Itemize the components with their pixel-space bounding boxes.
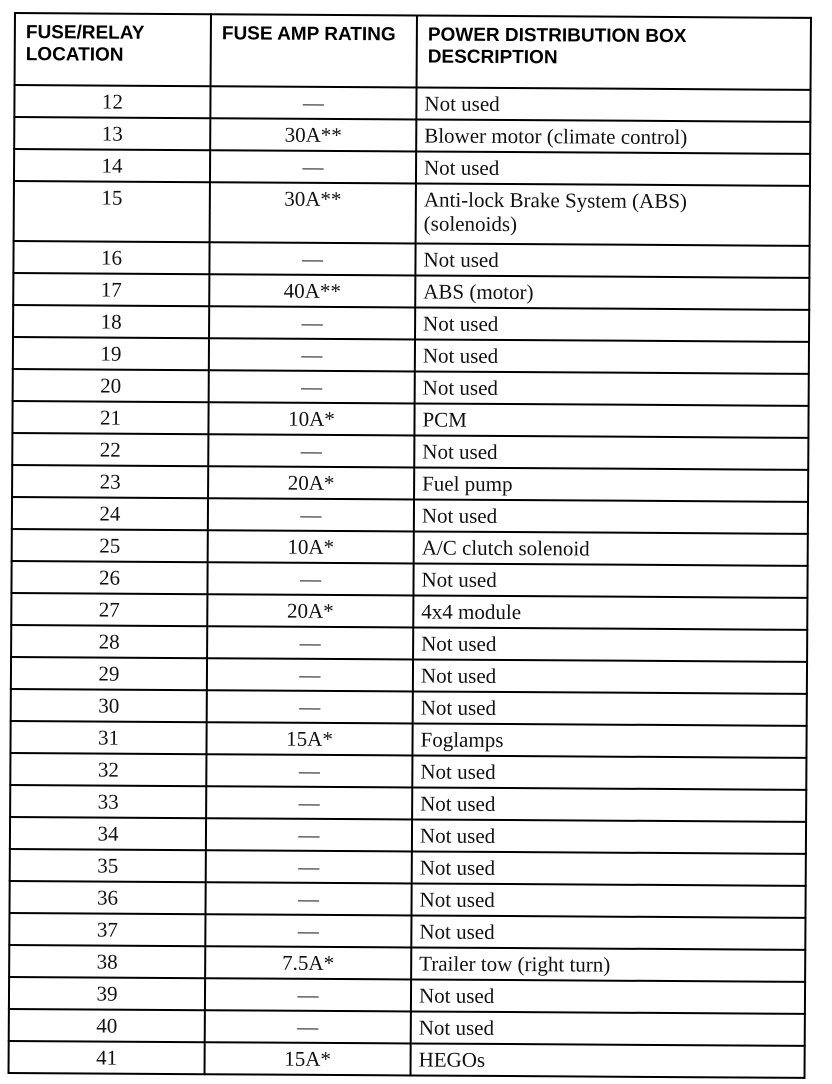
fuse-location-cell: 33: [10, 785, 206, 818]
description-cell: Not used: [414, 499, 808, 533]
fuse-location-cell: 38: [9, 945, 205, 978]
amp-rating-cell: —: [207, 626, 413, 659]
description-cell: Not used: [415, 307, 809, 341]
description-cell: Not used: [413, 563, 807, 597]
amp-rating-cell: 20A*: [208, 466, 414, 499]
fuse-location-cell: 16: [13, 241, 209, 274]
amp-rating-cell: 10A*: [208, 402, 414, 435]
amp-rating-cell: —: [207, 658, 413, 691]
table-row: [13, 273, 809, 310]
description-cell: Not used: [416, 151, 810, 185]
amp-rating-cell: —: [209, 306, 415, 339]
amp-rating-cell: —: [210, 150, 416, 183]
table-row: [14, 149, 810, 186]
amp-rating-cell: —: [208, 434, 414, 467]
amp-rating-cell: 15A*: [205, 1042, 411, 1075]
table-row: [12, 465, 808, 502]
fuse-location-cell: 32: [10, 753, 206, 786]
description-cell: 4x4 module: [413, 595, 807, 629]
amp-rating-cell: —: [206, 850, 412, 883]
fuse-location-cell: 15: [14, 181, 210, 242]
fuse-location-cell: 18: [13, 305, 209, 338]
amp-rating-cell: —: [208, 498, 414, 531]
amp-rating-cell: —: [206, 786, 412, 819]
amp-rating-cell: 10A*: [208, 530, 414, 563]
description-cell: HEGOs: [411, 1043, 805, 1077]
table-row: [12, 529, 808, 566]
table-row: [11, 625, 807, 662]
amp-rating-cell: —: [209, 338, 415, 371]
table-body: [9, 85, 811, 1078]
table-row: [13, 369, 809, 406]
fuse-location-cell: 40: [9, 1009, 205, 1042]
description-cell: Not used: [411, 915, 805, 949]
fuse-location-cell: 35: [10, 849, 206, 882]
document-page: [14, 12, 810, 1074]
fuse-location-cell: 12: [14, 85, 210, 118]
description-cell: Not used: [413, 627, 807, 661]
header-amp-rating: FUSE AMP RATING: [211, 14, 417, 87]
table-row: [12, 433, 808, 470]
table-row: [11, 593, 807, 630]
amp-rating-cell: —: [210, 86, 416, 119]
description-cell: Not used: [412, 755, 806, 789]
description-cell: A/C clutch solenoid: [414, 531, 808, 565]
table-row: [14, 117, 810, 154]
fuse-location-cell: 29: [11, 657, 207, 690]
description-cell: Fuel pump: [414, 467, 808, 501]
amp-rating-cell: —: [205, 1010, 411, 1043]
fuse-location-cell: 26: [11, 561, 207, 594]
amp-rating-cell: 7.5A*: [205, 946, 411, 979]
table-row: [9, 1041, 805, 1078]
fuse-location-cell: 41: [9, 1041, 205, 1074]
table-row: [10, 721, 806, 758]
table-row: [10, 785, 806, 822]
fuse-location-cell: 34: [10, 817, 206, 850]
description-cell: Anti-lock Brake System (ABS) (solenoids): [416, 183, 810, 245]
fuse-location-cell: 30: [11, 689, 207, 722]
table-row: [10, 817, 806, 854]
fuse-location-cell: 13: [14, 117, 210, 150]
header-location: FUSE/RELAY LOCATION: [15, 13, 211, 86]
table-row: [13, 337, 809, 374]
fuse-location-cell: 27: [11, 593, 207, 626]
description-cell: Not used: [411, 883, 805, 917]
description-cell: Blower motor (climate control): [416, 119, 810, 153]
fuse-location-cell: 20: [13, 369, 209, 402]
fuse-location-cell: 31: [10, 721, 206, 754]
description-cell: Not used: [415, 243, 809, 277]
description-cell: Not used: [413, 691, 807, 725]
description-cell: Not used: [411, 979, 805, 1013]
description-cell: Not used: [415, 339, 809, 373]
description-cell: Not used: [413, 659, 807, 693]
fuse-location-cell: 24: [12, 497, 208, 530]
fuse-location-cell: 36: [9, 881, 205, 914]
table-row: [11, 689, 807, 726]
table-row: [9, 881, 805, 918]
fuse-location-cell: 23: [12, 465, 208, 498]
description-cell: Not used: [416, 87, 810, 121]
table-header: [15, 13, 811, 90]
description-cell: Not used: [411, 1011, 805, 1045]
fuse-location-cell: 37: [9, 913, 205, 946]
amp-rating-cell: —: [207, 690, 413, 723]
table-row: [13, 305, 809, 342]
table-row: [11, 657, 807, 694]
fuse-location-cell: 17: [13, 273, 209, 306]
description-cell: Foglamps: [412, 723, 806, 757]
amp-rating-cell: —: [209, 242, 415, 275]
amp-rating-cell: —: [205, 914, 411, 947]
description-cell: Not used: [412, 787, 806, 821]
header-description: POWER DISTRIBUTION BOX DESCRIPTION: [417, 15, 811, 89]
amp-rating-cell: —: [206, 818, 412, 851]
table-row: [13, 241, 809, 278]
fuse-location-cell: 19: [13, 337, 209, 370]
fuse-location-cell: 25: [12, 529, 208, 562]
description-cell: PCM: [414, 403, 808, 437]
fuse-location-cell: 14: [14, 149, 210, 182]
description-cell: Not used: [412, 851, 806, 885]
table-row: [9, 913, 805, 950]
amp-rating-cell: —: [205, 978, 411, 1011]
fuse-location-cell: 28: [11, 625, 207, 658]
description-cell: ABS (motor): [415, 275, 809, 309]
amp-rating-cell: —: [206, 754, 412, 787]
amp-rating-cell: 15A*: [206, 722, 412, 755]
table-row: [9, 945, 805, 982]
table-row: [10, 753, 806, 790]
table-row: [11, 561, 807, 598]
amp-rating-cell: —: [205, 882, 411, 915]
table-row: [12, 401, 808, 438]
amp-rating-cell: —: [209, 370, 415, 403]
description-cell: Not used: [412, 819, 806, 853]
fuse-table: [8, 12, 812, 1079]
table-row: [9, 1009, 805, 1046]
amp-rating-cell: 20A*: [207, 594, 413, 627]
table-row: [14, 85, 810, 122]
amp-rating-cell: 40A**: [209, 274, 415, 307]
table-row: [14, 181, 810, 246]
description-cell: Not used: [414, 435, 808, 469]
amp-rating-cell: 30A**: [210, 118, 416, 151]
fuse-location-cell: 22: [12, 433, 208, 466]
header-row: [15, 13, 811, 90]
table-row: [9, 977, 805, 1014]
table-row: [12, 497, 808, 534]
description-cell: Trailer tow (right turn): [411, 947, 805, 981]
table-row: [10, 849, 806, 886]
amp-rating-cell: 30A**: [210, 182, 416, 243]
fuse-location-cell: 21: [12, 401, 208, 434]
description-cell: Not used: [415, 371, 809, 405]
fuse-location-cell: 39: [9, 977, 205, 1010]
amp-rating-cell: —: [207, 562, 413, 595]
